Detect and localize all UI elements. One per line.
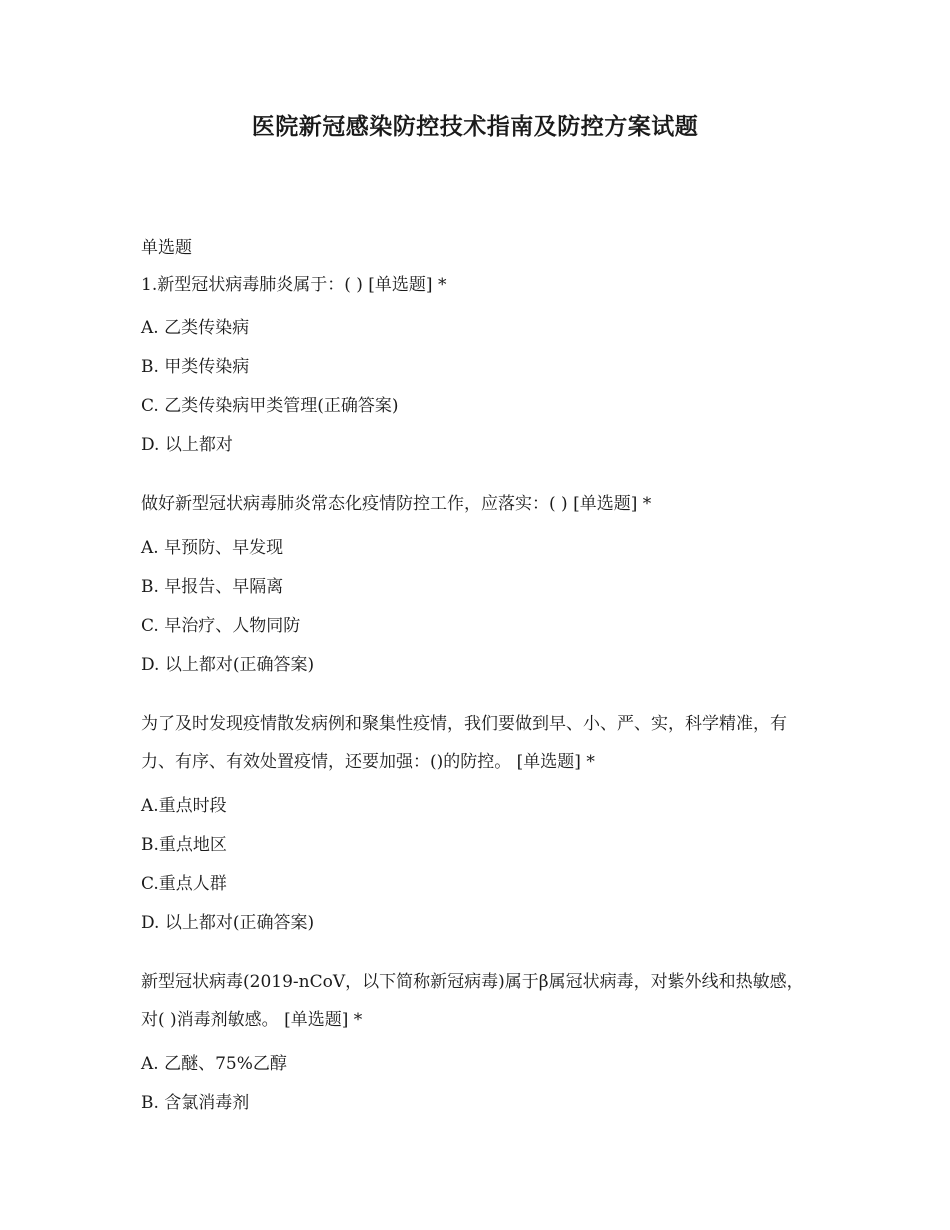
document-body — [141, 236, 811, 1130]
question-text: 做好新型冠状病毒肺炎常态化疫情防控工作，应落实：( ) [单选题] * — [141, 494, 652, 514]
question-2 — [141, 485, 811, 677]
option-d: D. 以上都对(正确答案) — [141, 913, 315, 933]
document-title: 医院新冠感染防控技术指南及防控方案试题 — [251, 114, 699, 140]
option-b: B. 含氯消毒剂 — [141, 1093, 250, 1113]
option-b: B. 早报告、早隔离 — [141, 577, 284, 597]
option-d: D. 以上都对(正确答案) — [141, 655, 315, 675]
option-b: B.重点地区 — [141, 835, 227, 855]
option-a: A. 乙醚、75%乙醇 — [141, 1054, 287, 1074]
question-text: 新型冠状病毒(2019-nCoV，以下简称新冠病毒)属于β属冠状病毒，对紫外线和热敏感，对( )消毒剂敏感。 [单选题] * — [141, 972, 804, 1030]
option-c: C. 早治疗、人物同防 — [141, 616, 301, 636]
option-a: A. 早预防、早发现 — [141, 538, 284, 558]
option-c: C.重点人群 — [141, 874, 227, 894]
option-a: A.重点时段 — [141, 796, 227, 816]
question-4 — [141, 963, 811, 1115]
option-a: A. 乙类传染病 — [141, 318, 250, 338]
question-text: 1.新型冠状病毒肺炎属于：( ) [单选题] * — [141, 275, 447, 295]
question-text: 为了及时发现疫情散发病例和聚集性疫情，我们要做到早、小、严、实，科学精准，有力、有序、有效处置疫情，还要加强：()的防控。 [单选题] * — [141, 714, 787, 772]
option-b: B. 甲类传染病 — [141, 357, 250, 377]
option-c: C. 乙类传染病甲类管理(正确答案) — [141, 396, 399, 416]
question-3 — [141, 705, 811, 935]
section-label: 单选题 — [141, 238, 192, 258]
option-d: D. 以上都对 — [141, 435, 233, 455]
question-1 — [141, 273, 811, 457]
